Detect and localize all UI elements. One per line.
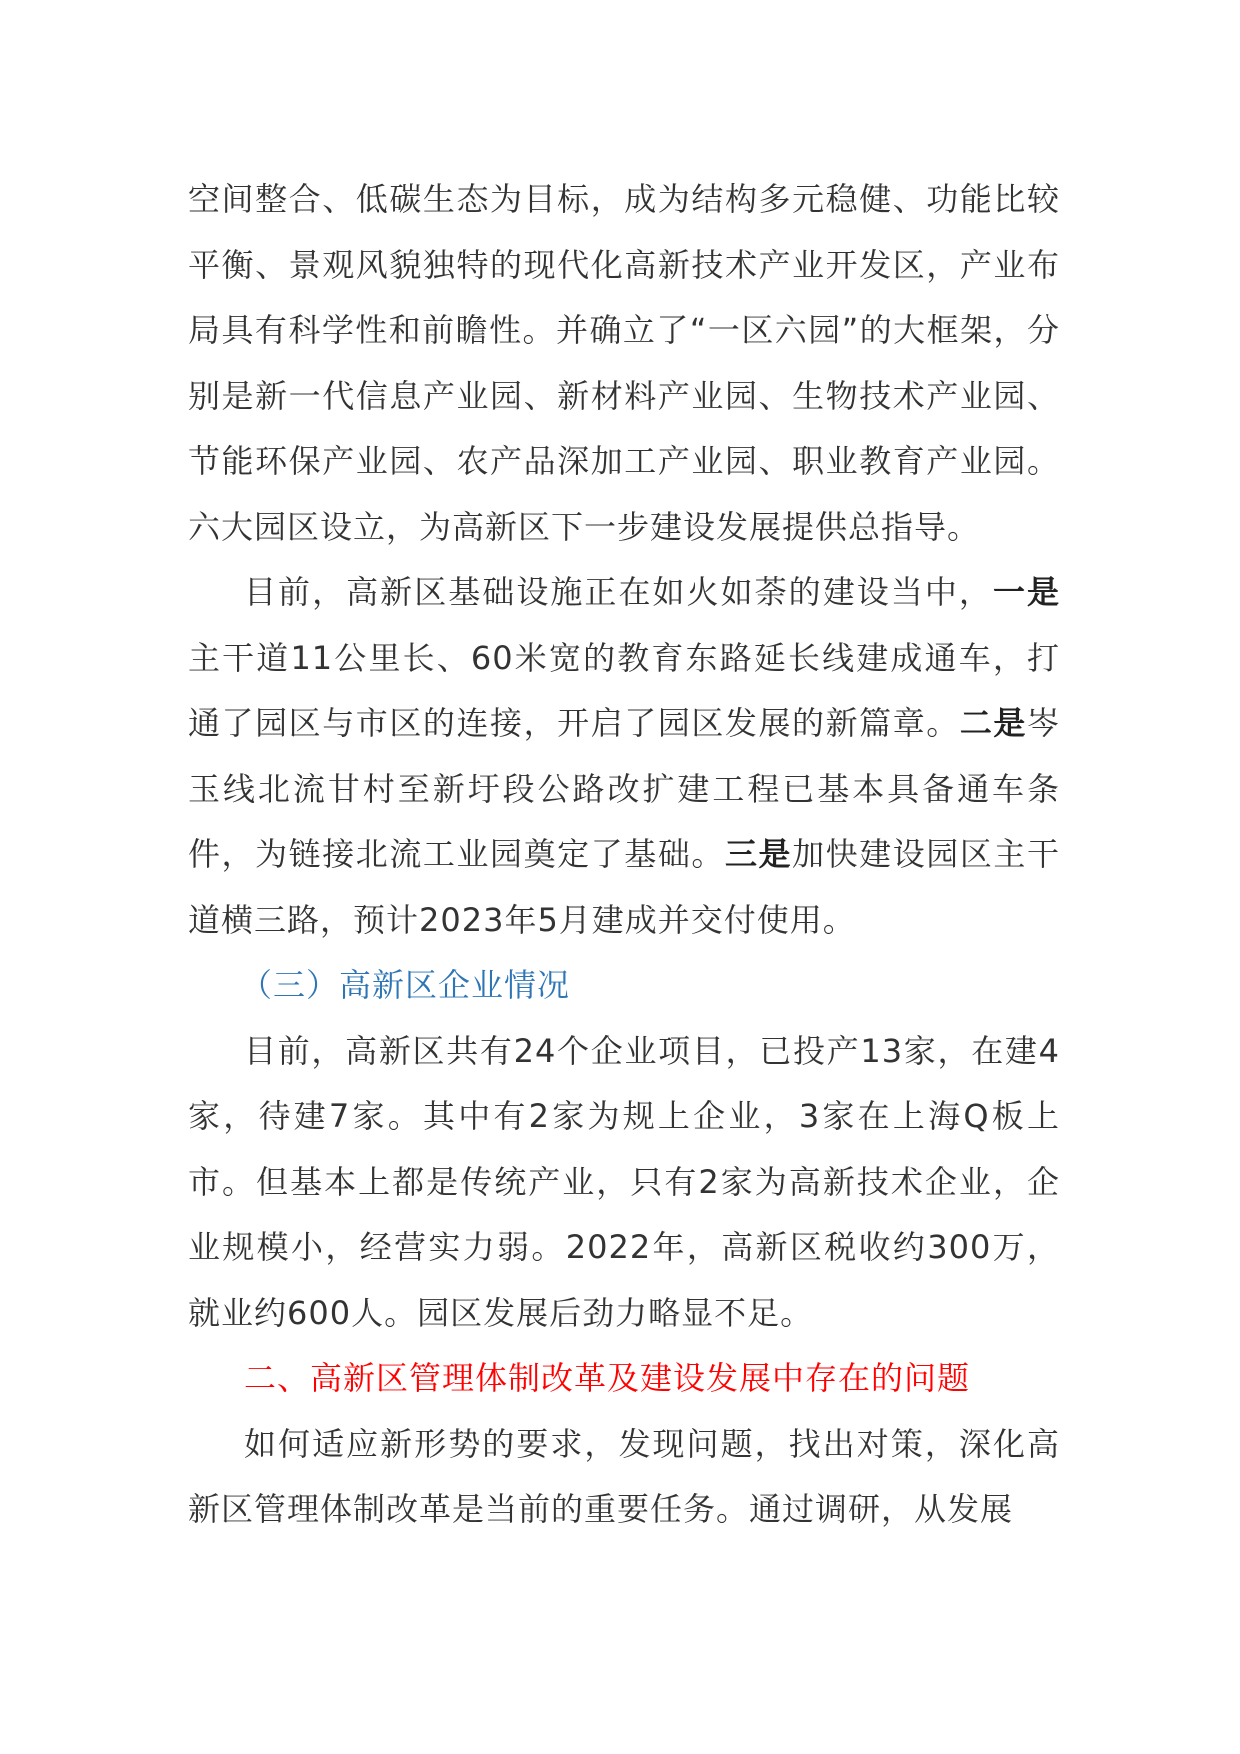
paragraph-infrastructure (188, 560, 1060, 953)
infrastructure-item-2: 岑玉线北流甘村至新圩段公路改扩建工程已基本具备通车条件，为链接北流工业园奠定了基础。 (188, 704, 1060, 873)
infrastructure-item-1: 主干道11公里长、60米宽的教育东路延长线建成通车，打通了园区与市区的连接，开启了园区发展的新篇章。 (188, 638, 1060, 742)
marker-third: 三是 (724, 835, 793, 873)
paragraph-reform: 如何适应新形势的要求，发现问题，找出对策，深化高新区管理体制改革是当前的重要任务。通过调研，从发展 (188, 1424, 1060, 1528)
paragraph-planning: 空间整合、低碳生态为目标，成为结构多元稳健、功能比较平衡、景观风貌独特的现代化高新技术产业开发区，产业布局具有科学性和前瞻性。并确立了“一区六园”的大框架，分别是新一代信息产业园、新材料产业园、生物技术产业园、节能环保产业园、农产品深加工产业园、职业教育产业园。六大园区设立，为高新区下一步建设发展提供总指导。 (188, 180, 1060, 546)
marker-second: 二是 (959, 704, 1027, 742)
infrastructure-item-3: 加快建设园区主干道横三路，预计2023年5月建成并交付使用。 (188, 835, 1060, 939)
marker-first: 一是 (992, 573, 1060, 611)
section-heading-enterprises: （三）高新区企业情况 (240, 966, 571, 1004)
infrastructure-intro: 目前，高新区基础设施正在如火如荼的建设当中， (244, 573, 993, 611)
paragraph-enterprises: 目前，高新区共有24个企业项目，已投产13家，在建4家，待建7家。其中有2家为规上企业，3家在上海Q板上市。但基本上都是传统产业，只有2家为高新技术企业，企业规模小，经营实力弱。2022年，高新区税收约300万，就业约600人。园区发展后劲力略显不足。 (188, 1031, 1060, 1332)
chapter-heading-problems: 二、高新区管理体制改革及建设发展中存在的问题 (244, 1359, 971, 1397)
document-body (188, 167, 1060, 1543)
